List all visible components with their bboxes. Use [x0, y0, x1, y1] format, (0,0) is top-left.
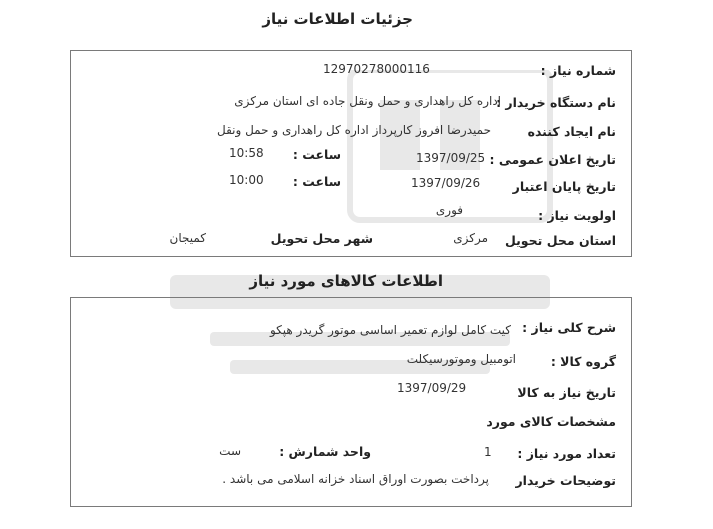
- announce-date-label: تاریخ اعلان عمومی :: [489, 152, 616, 167]
- expiry-time-label: ساعت :: [292, 174, 341, 189]
- buyer-org-label: نام دستگاه خریدار :: [496, 95, 616, 110]
- announce-time-label: ساعت :: [292, 147, 341, 162]
- goods-details-box: [70, 297, 632, 507]
- need-number-label: شماره نیاز :: [540, 63, 616, 78]
- group-label: گروه کالا :: [550, 354, 616, 369]
- announce-time: 10:58: [229, 146, 264, 160]
- buyer-notes-label: توضیحات خریدار: [515, 473, 616, 488]
- need-number: 12970278000116: [323, 62, 430, 76]
- creator-label: نام ایجاد کننده: [527, 124, 616, 139]
- summary-label: شرح کلی نیاز :: [522, 320, 616, 335]
- province-label: استان محل تحویل: [504, 233, 616, 248]
- priority: فوری: [435, 203, 463, 217]
- expiry-time: 10:00: [229, 173, 264, 187]
- summary: کیت کامل لوازم تعمیر اساسی موتور گریدر هپکو: [269, 323, 511, 337]
- need-date-label: تاریخ نیاز به کالا: [517, 385, 616, 400]
- unit-label: واحد شمارش :: [279, 444, 371, 459]
- section1-title: جزئیات اطلاعات نیاز: [262, 10, 413, 28]
- priority-label: اولویت نیاز :: [538, 208, 616, 223]
- qty-label: تعداد مورد نیاز :: [517, 446, 616, 461]
- qty: 1: [484, 445, 492, 459]
- unit: ست: [219, 444, 241, 458]
- city-label: شهر محل تحویل: [270, 231, 373, 246]
- expiry-date: 1397/09/26: [411, 176, 481, 190]
- specs-label: مشخصات کالای مورد: [486, 414, 616, 429]
- section2-title: اطلاعات کالاهای مورد نیاز: [249, 272, 443, 290]
- creator: حمیدرضا افروز کارپرداز اداره کل راهداری و حمل ونقل: [216, 123, 491, 137]
- announce-date: 1397/09/25: [416, 151, 486, 165]
- province: مرکزی: [453, 231, 488, 245]
- city: کمیجان: [169, 231, 206, 245]
- buyer-notes: پرداخت بصورت اوراق اسناد خزانه اسلامی می باشد .: [222, 472, 489, 486]
- need-date: 1397/09/29: [397, 381, 467, 395]
- need-details-box: [70, 50, 632, 257]
- group: اتومبیل وموتورسیکلت: [406, 352, 516, 366]
- expiry-date-label: تاریخ پایان اعتبار: [512, 179, 616, 194]
- buyer-org: اداره کل راهداری و حمل ونقل جاده ای استان مرکزی: [234, 94, 501, 108]
